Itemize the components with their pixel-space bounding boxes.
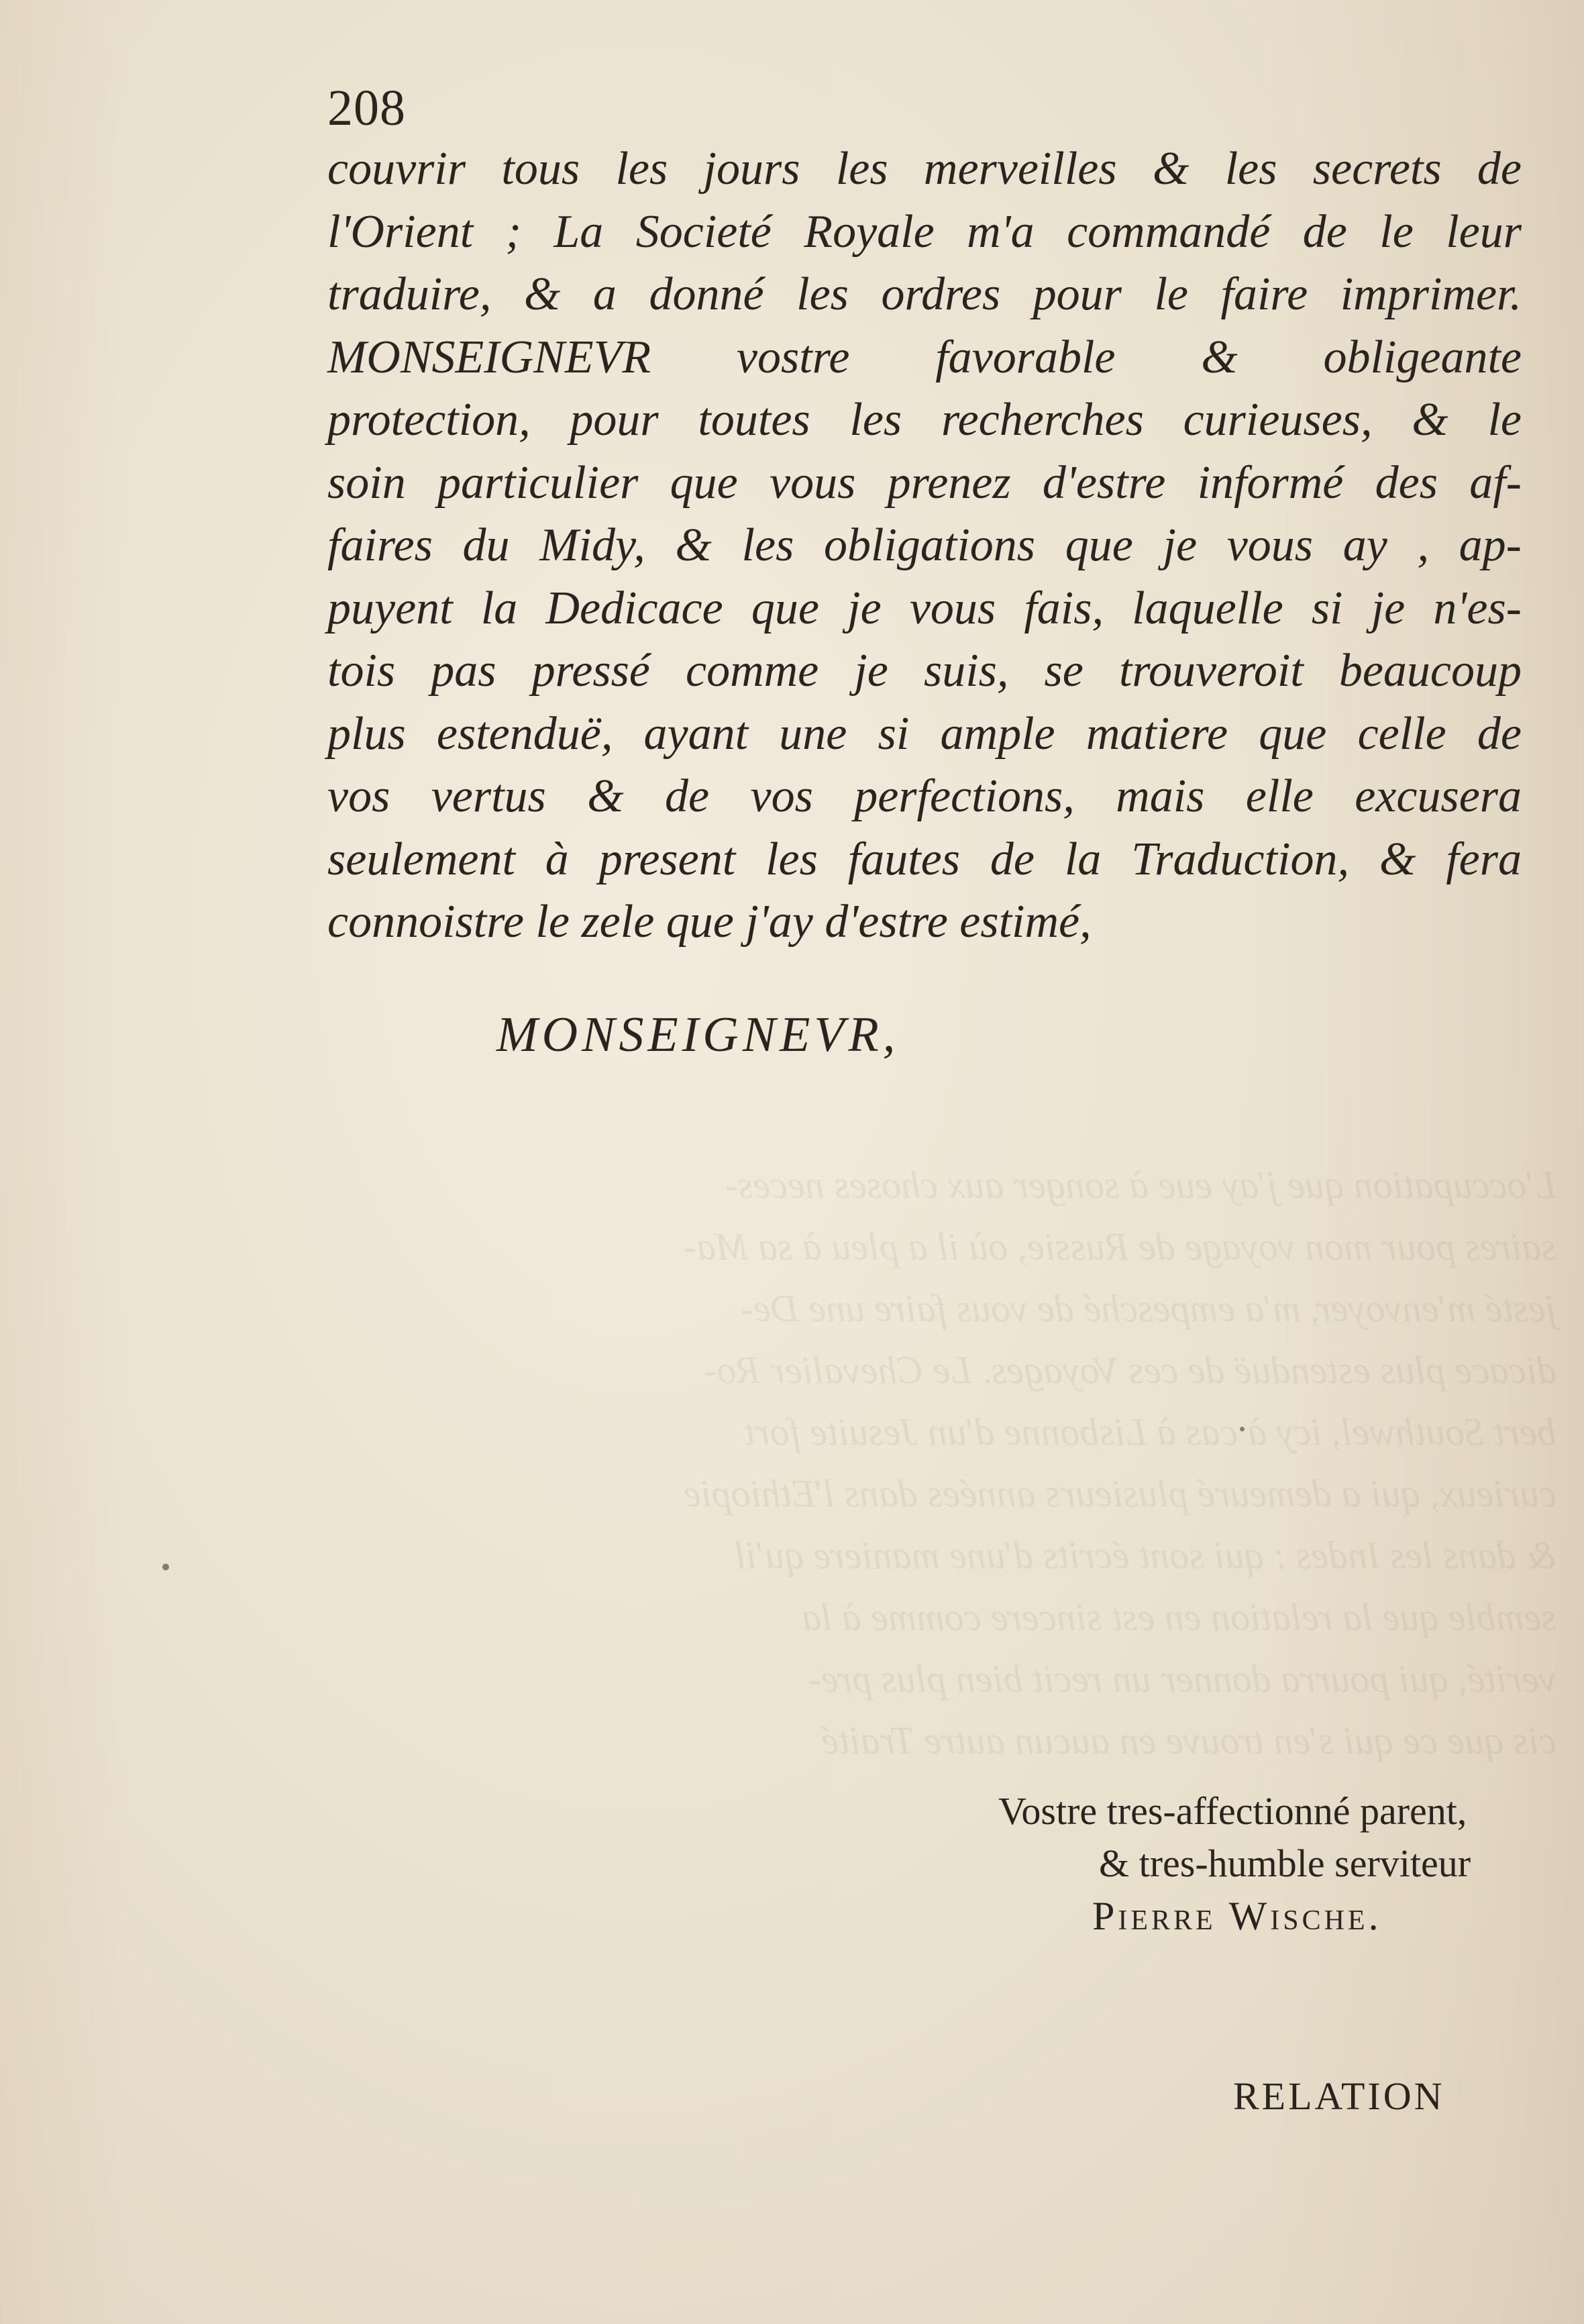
signature-name: Pierre Wische. xyxy=(1092,1894,1382,1938)
text-line: traduire, & a donné les ordres pour le faire imprimer. xyxy=(327,268,1522,320)
text-line: soin particulier que vous prenez d'estre informé des af- xyxy=(327,456,1522,509)
text-line: protection, pour toutes les recherches curieuses, & le xyxy=(327,394,1522,446)
text-line: connoistre le zele que j'ay d'estre estimé, xyxy=(327,896,1092,948)
signature-closing: Vostre tres-affectionné parent, xyxy=(998,1789,1467,1833)
text-line: vos vertus & de vos perfections, mais elle excusera xyxy=(327,770,1522,822)
text-line: plus estenduë, ayant une si ample matiere que celle de xyxy=(327,707,1522,760)
bleed-through-ghost-text: L'occupation que j'ay eue à songer aux choses neces- saires pour mon voyage de Russie, où il a pleu à sa Ma- jesté m'envoyer, m'a empesché de vous faire une De- dicace plus estenduë de ces Voyages. Le Chevalier Ro- bert Southwel, icy à cas à Lisbonne d'un Jesuite fort curieux, qui a demeuré plusieurs années dans l'Ethiopie & dans les Indes : qui sont écrits d'une maniere qu'il semble que la relation en est sincere comme à la verité, qui pourra donner un recit bien plus pre- cis que ce qui s'en trouve en aucun autre Traité xyxy=(683,1163,1556,1762)
paper-speck xyxy=(162,1564,169,1570)
text-line: puyent la Dedicace que je vous fais, laquelle si je n'es- xyxy=(327,582,1522,634)
text-line: tois pas pressé comme je suis, se trouveroit beaucoup xyxy=(327,645,1522,697)
signature-servant-line: & tres-humble serviteur xyxy=(1099,1841,1471,1885)
text-line: faires du Midy, & les obligations que je vous ay , ap- xyxy=(327,519,1522,571)
text-line: l'Orient ; La Societé Royale m'a commandé de le leur xyxy=(327,205,1522,258)
page-number: 208 xyxy=(327,80,406,136)
paper-speck xyxy=(1240,1427,1245,1431)
text-line: MONSEIGNEVR vostre favorable & obligeante xyxy=(327,331,1522,383)
catchword: RELATION xyxy=(1233,2074,1445,2118)
dedication-body-text xyxy=(327,138,1522,954)
text-line: couvrir tous les jours les merveilles & les secrets de xyxy=(327,143,1522,195)
text-line: seulement à present les fautes de la Traduction, & fera xyxy=(327,833,1522,885)
signature-block xyxy=(998,1785,1535,1942)
salutation: MONSEIGNEVR, xyxy=(496,1007,900,1062)
